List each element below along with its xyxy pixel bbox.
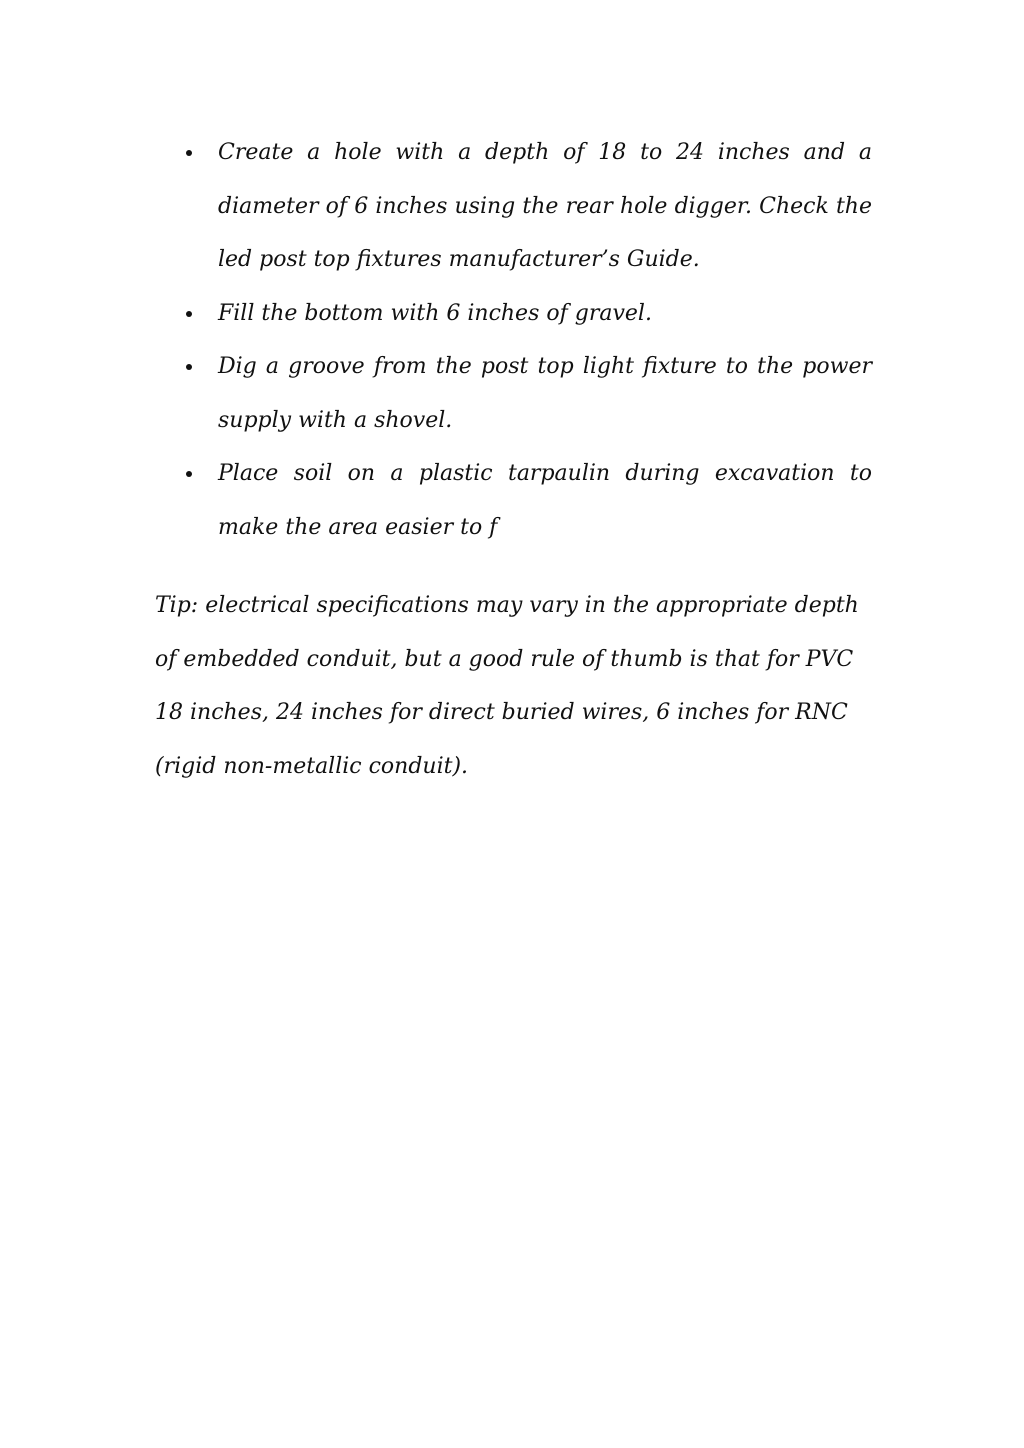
list-item bbox=[182, 126, 872, 287]
list-item bbox=[182, 340, 872, 447]
bullet-icon bbox=[186, 311, 192, 317]
list-item-text: Fill the bottom with 6 inches of gravel. bbox=[218, 300, 652, 326]
list-item-text: Create a hole with a depth of 18 to 24 inches and a diameter of 6 inches using the rear hole digger. Check the led post top fixtures manufacturer’s Guide. bbox=[218, 140, 872, 272]
tip-paragraph: Tip: electrical specifications may vary in the appropriate depth of embedded conduit, but a good rule of thumb is that for PVC 18 inches, 24 inches for direct buried wires, 6 inches for RNC (rigid non-metallic conduit). bbox=[155, 593, 859, 779]
list-item-text: Place soil on a plastic tarpaulin during excavation to make the area easier to f bbox=[218, 461, 872, 540]
bullet-icon bbox=[186, 364, 192, 370]
instruction-list bbox=[182, 126, 872, 554]
list-item bbox=[182, 287, 872, 341]
bullet-icon bbox=[186, 150, 192, 156]
list-item-text: Dig a groove from the post top light fixture to the power supply with a shovel. bbox=[218, 354, 872, 433]
bullet-icon bbox=[186, 471, 192, 477]
list-item bbox=[182, 447, 872, 554]
